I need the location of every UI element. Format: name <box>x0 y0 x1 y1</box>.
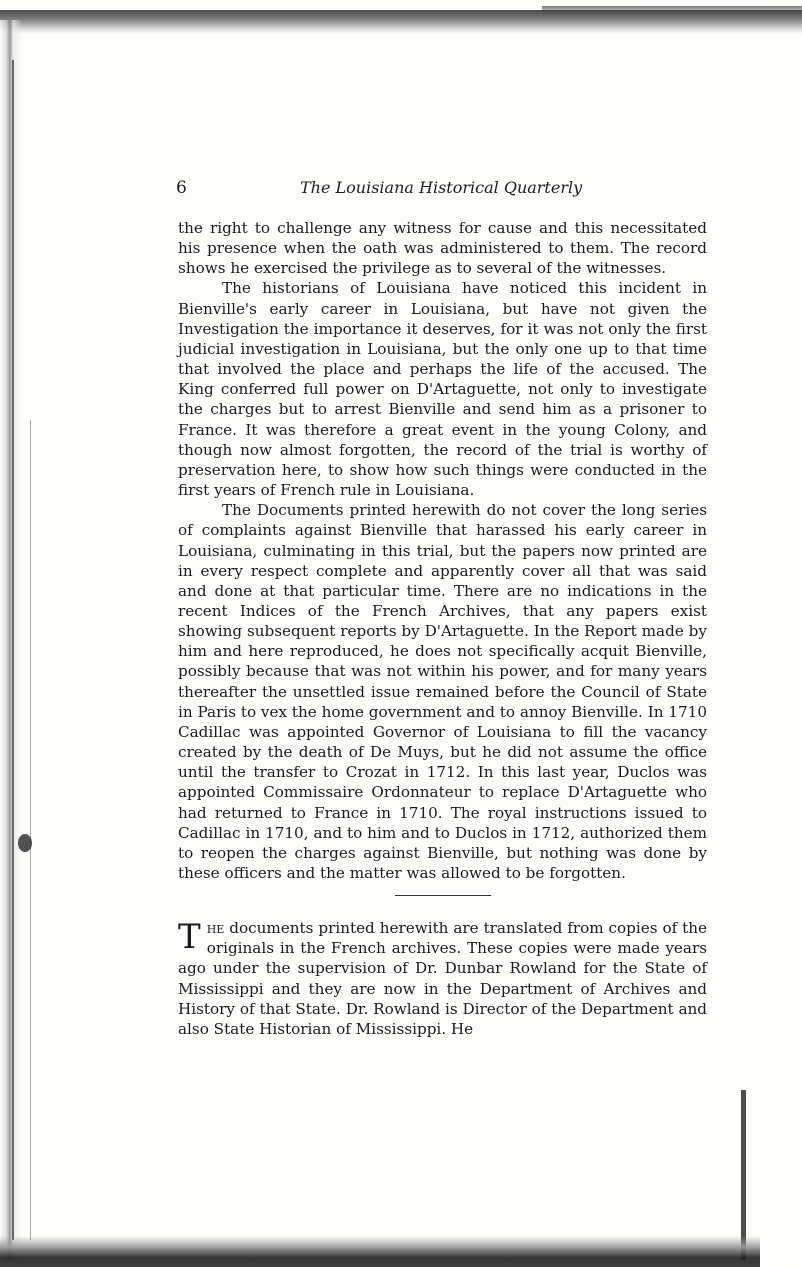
page-number: 6 <box>176 178 187 198</box>
paragraph-3: The Documents printed herewith do not cover the long series of complaints against Bienville that harassed his early career in Louisiana, culminating in this trial, but the papers now printed are in every respect complete and apparently cover all that was said and done at that particular time. There are no indications in the recent Indices of the French Archives, that any papers exist showing subsequent reports by D'Artaguette. In the Report made by him and here reproduced, he does not specifically acquit Bienville, possibly because that was not within his power, and for many years thereafter the unsettled issue remained before the Council of State in Paris to vex the home government and to annoy Bienville. In 1710 Cadillac was appointed Governor of Louisiana to fill the vacancy created by the death of De Muys, but he did not assume the office until the transfer to Crozat in 1712. In this last year, Duclos was appointed Commissaire Ordonnateur to replace D'Artaguette who had returned to France in 1710. The royal instructions issued to Cadillac in 1710, and to him and to Duclos in 1712, authorized them to reopen the charges against Bienville, but nothing was done by these officers and the matter was allowed to be forgotten. <box>178 501 707 882</box>
paragraph-4-text: documents printed herewith are translated from copies of the originals in the French archives. These copies were made years ago under the supervision of Dr. Dunbar Rowland for the State of Mississippi and they are now in the Department of Archives and History of that State. Dr. Rowland is Director of the Department and also State Historian of Mississippi. He <box>178 919 707 1038</box>
scan-edge-bottom <box>0 1236 760 1267</box>
body-text <box>178 218 707 1039</box>
paragraph-2: The historians of Louisiana have noticed this incident in Bienville's early career in Louisiana, but have not given the Investigation the importance it deserves, for it was not only the first judicial investigation in Louisiana, but the only one up to that time that involved the place and perhaps the life of the accused. The King conferred full power on D'Artaguette, not only to investigate the charges but to arrest Bienville and send him as a prisoner to France. It was therefore a great event in the young Colony, and though now almost forgotten, the record of the trial is worthy of preservation here, to show how such things were conducted in the first years of French rule in Louisiana. <box>178 279 707 500</box>
paragraph-4 <box>178 918 707 1039</box>
scan-binding-line-inner <box>30 420 31 1240</box>
scan-edge-top-right <box>542 6 802 16</box>
running-head <box>176 178 708 200</box>
paragraph-1: the right to challenge any witness for cause and this necessitated his presence when the oath was administered to them. The record shows he exercised the privilege as to several of the witnesses. <box>178 219 707 278</box>
journal-title: The Louisiana Historical Quarterly <box>300 178 583 197</box>
scan-edge-right <box>741 1090 746 1260</box>
scan-binding-line <box>12 60 14 1240</box>
scan-edge-left <box>0 20 22 1260</box>
scan-blot <box>18 834 32 852</box>
drop-cap: T <box>178 917 201 958</box>
section-divider <box>395 895 491 896</box>
small-caps-lead: he <box>206 919 225 938</box>
